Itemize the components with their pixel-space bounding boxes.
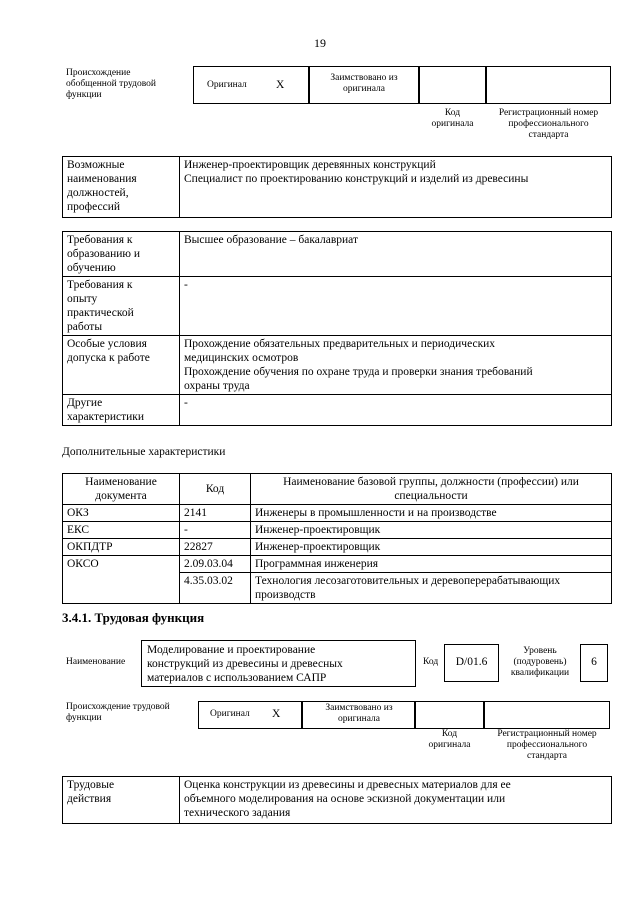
table-row xyxy=(63,556,612,573)
labor-actions-label: Трудовые действия xyxy=(63,777,180,824)
header-code: Код xyxy=(180,474,251,505)
name-cell: Инженер-проектировщик xyxy=(251,522,612,539)
job-titles-table xyxy=(62,156,612,218)
reg-number2-caption: Регистрационный номер профессионального стандарта xyxy=(497,729,597,761)
borrowed-label: Заимствовано из оригинала xyxy=(330,73,398,94)
doc-cell: ОКЗ xyxy=(63,505,180,522)
doc-cell: ОКСО xyxy=(63,556,180,604)
reg-number-caption: Регистрационный номер профессионального стандарта xyxy=(498,108,599,140)
original-mark: X xyxy=(276,79,285,91)
code-value: D/01.6 xyxy=(455,656,488,668)
name-label: Наименование xyxy=(66,657,126,667)
experience-label: Требования к опыту практической работы xyxy=(63,277,180,336)
doc-cell: ЕКС xyxy=(63,522,180,539)
table-row xyxy=(63,395,612,426)
original2-mark: X xyxy=(272,708,281,720)
code-cell: 2.09.03.04 xyxy=(180,556,251,573)
code2-caption: Код оригинала xyxy=(428,729,471,750)
other-label: Другие характеристики xyxy=(63,395,180,426)
table-row xyxy=(63,777,612,824)
origin2-label: Происхождение трудовой функции xyxy=(66,702,170,723)
table-row xyxy=(63,157,612,218)
section-heading: 3.4.1. Трудовая функция xyxy=(62,610,205,625)
admission-value: Прохождение обязательных предварительных и периодических медицинских осмотров Прохождение обучения по охране труда и проверки знания требований охраны труда xyxy=(180,336,612,395)
code-cell: 4.35.03.02 xyxy=(180,573,251,604)
table-row xyxy=(63,539,612,556)
origin-label: Происхождение обобщенной трудовой функции xyxy=(66,68,156,100)
original-label: Оригинал xyxy=(207,80,247,90)
code-label: Код xyxy=(423,657,439,667)
experience-value: - xyxy=(180,277,612,336)
table-row xyxy=(63,232,612,277)
code-caption: Код оригинала xyxy=(431,108,474,129)
admission-label: Особые условия допуска к работе xyxy=(63,336,180,395)
code2-cell xyxy=(415,701,484,729)
reg-number-cell xyxy=(486,66,611,104)
education-label: Требования к образованию и обучению xyxy=(63,232,180,277)
code-cell xyxy=(419,66,486,104)
code-cell: - xyxy=(180,522,251,539)
header-doc-name: Наименование документа xyxy=(63,474,180,505)
level-value: 6 xyxy=(591,656,597,668)
name-cell: Инженер-проектировщик xyxy=(251,539,612,556)
table-row xyxy=(63,505,612,522)
page-number: 19 xyxy=(314,36,326,50)
function-name: Моделирование и проектирование конструкций из древесины и древесных материалов с использованием САПР xyxy=(147,644,343,684)
job-titles-label: Возможные наименования должностей, профессий xyxy=(63,157,180,218)
job-titles-values: Инженер-проектировщик деревянных конструкций Специалист по проектированию конструкций и изделий из древесины xyxy=(180,157,612,218)
code-cell: 2141 xyxy=(180,505,251,522)
original2-label: Оригинал xyxy=(210,709,250,719)
name-cell: Инженеры в промышленности и на производстве xyxy=(251,505,612,522)
name-cell: Технология лесозаготовительных и деревоперерабатывающих производств xyxy=(251,573,612,604)
table-header-row xyxy=(63,474,612,505)
doc-cell: ОКПДТР xyxy=(63,539,180,556)
additional-heading: Дополнительные характеристики xyxy=(62,446,226,458)
header-base-group: Наименование базовой группы, должности (профессии) или специальности xyxy=(251,474,612,505)
table-row xyxy=(63,522,612,539)
labor-actions-value: Оценка конструкции из древесины и древесных материалов для ее объемного моделирования на основе эскизной документации или технического задания xyxy=(180,777,612,824)
borrowed2-label: Заимствовано из оригинала xyxy=(325,703,393,724)
name-cell: Программная инженерия xyxy=(251,556,612,573)
table-row xyxy=(63,277,612,336)
reg-number2-cell xyxy=(484,701,610,729)
code-cell: 22827 xyxy=(180,539,251,556)
table-row xyxy=(63,336,612,395)
labor-actions-table xyxy=(62,776,612,824)
other-value: - xyxy=(180,395,612,426)
level-label: Уровень (подуровень) квалификации xyxy=(510,646,570,678)
requirements-table xyxy=(62,231,612,426)
additional-table xyxy=(62,473,612,604)
education-value: Высшее образование – бакалавриат xyxy=(180,232,612,277)
